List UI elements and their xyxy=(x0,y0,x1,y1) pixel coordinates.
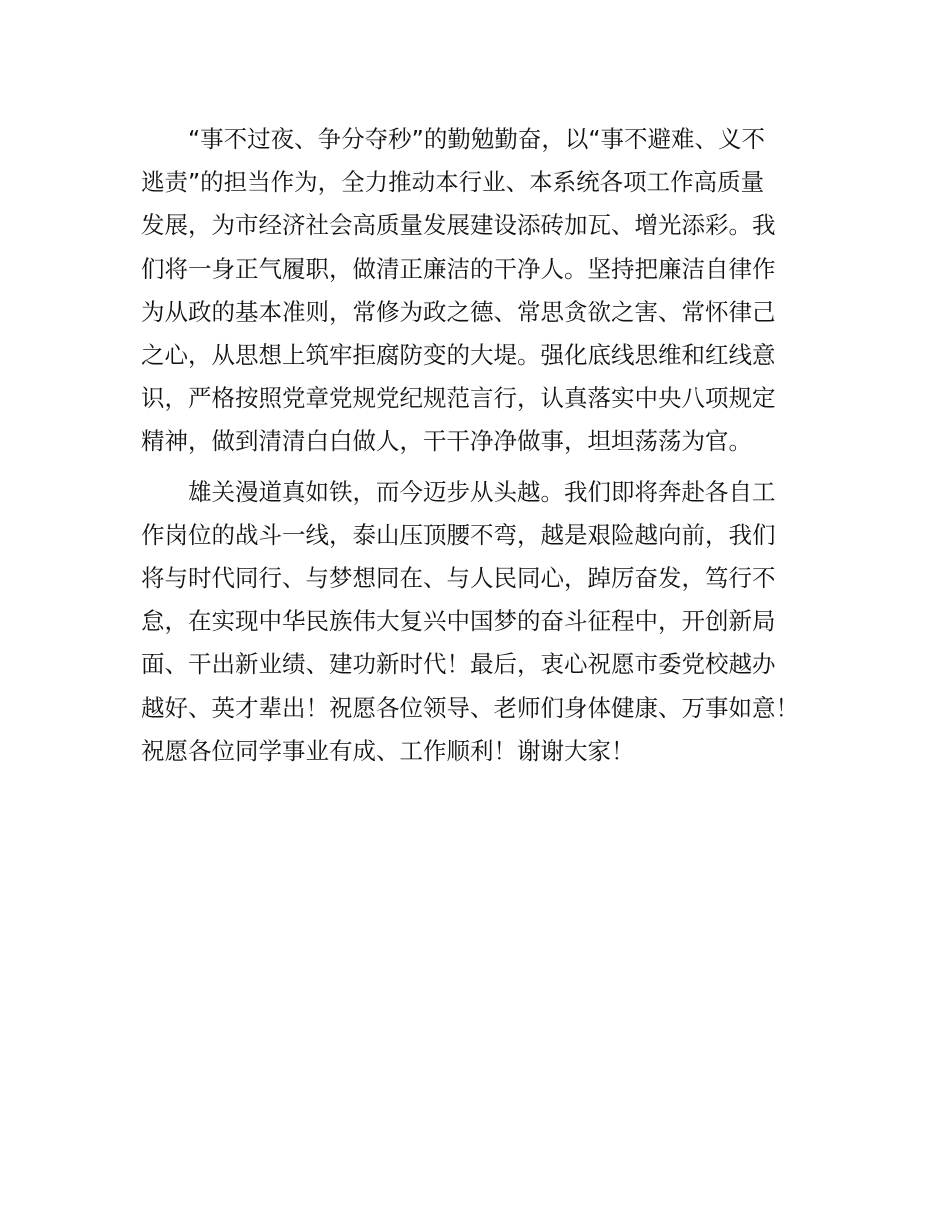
paragraph-line: 为从政的基本准则，常修为政之德、常思贪欲之害、常怀律己 xyxy=(141,297,776,326)
paragraph-line: 精神，做到清清白白做人，干干净净做事，坦坦荡荡为官。 xyxy=(141,427,752,456)
paragraph-line: 越好、英才辈出！祝愿各位领导、老师们身体健康、万事如意！ xyxy=(141,693,799,722)
paragraph-2 xyxy=(141,471,841,773)
paragraph-line: 发展，为市经济社会高质量发展建设添砖加瓦、增光添彩。我 xyxy=(141,211,776,240)
paragraph-line: 面、干出新业绩、建功新时代！最后，衷心祝愿市委党校越办 xyxy=(141,650,776,679)
paragraph-line: 怠，在实现中华民族伟大复兴中国梦的奋斗征程中，开创新局 xyxy=(141,607,776,636)
paragraph-line: 之心，从思想上筑牢拒腐防变的大堤。强化底线思维和红线意 xyxy=(141,341,776,370)
paragraph-line: 将与时代同行、与梦想同在、与人民同心，踔厉奋发，笃行不 xyxy=(141,564,776,593)
paragraph-line: 们将一身正气履职，做清正廉洁的干净人。坚持把廉洁自律作 xyxy=(141,254,776,283)
paragraph-line: 逃责”的担当作为，全力推动本行业、本系统各项工作高质量 xyxy=(141,168,765,197)
paragraph-line: “事不过夜、争分夺秒”的勤勉勤奋，以“事不避难、义不 xyxy=(188,125,766,153)
paragraph-line: 祝愿各位同学事业有成、工作顺利！谢谢大家！ xyxy=(141,736,635,765)
paragraph-line: 雄关漫道真如铁，而今迈步从头越。我们即将奔赴各自工 xyxy=(188,477,776,506)
document-body xyxy=(141,118,841,773)
paragraph-line: 识，严格按照党章党规党纪规范言行，认真落实中央八项规定 xyxy=(141,384,776,413)
paragraph-line: 作岗位的战斗一线，泰山压顶腰不弯，越是艰险越向前，我们 xyxy=(141,520,776,549)
paragraph-1 xyxy=(141,118,841,464)
